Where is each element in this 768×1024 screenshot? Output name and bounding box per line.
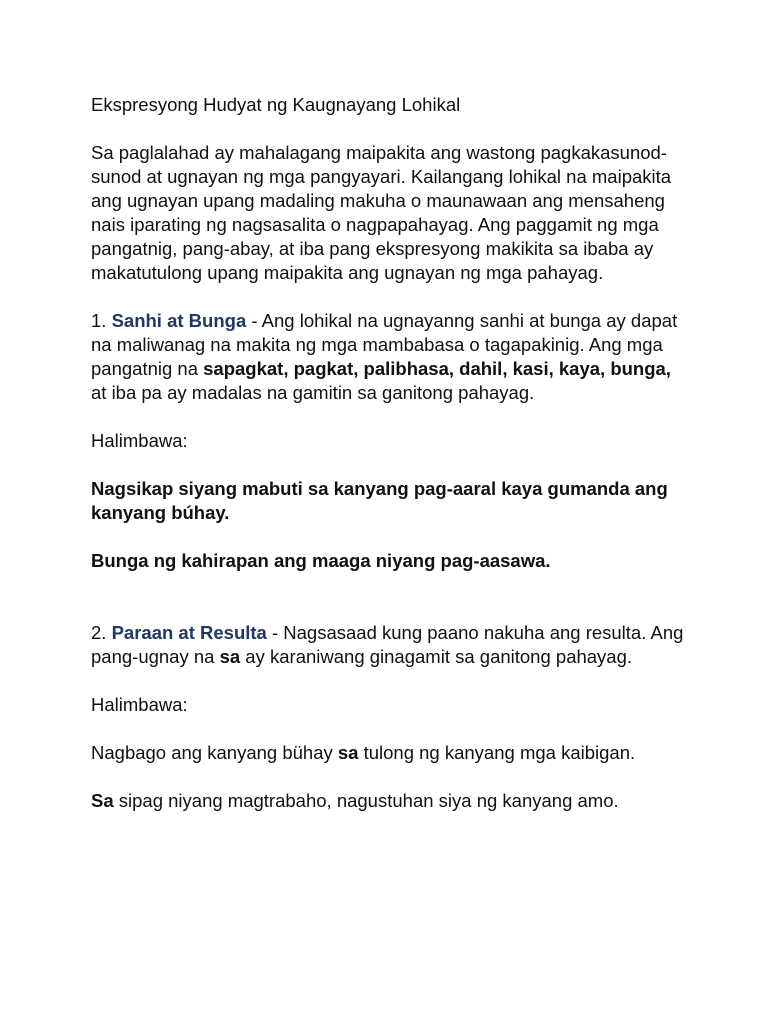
intro-paragraph: Sa paglalahad ay mahalagang maipakita ang wastong pagkakasunod-sunod at ugnayan ng mga pangyayari. Kailangang lohikal na maipakita ang ugnayan upang madaling makuha o maunawaan ang mensaheng nais iparating ng nagsasalita o nagpapahayag. Ang paggamit ng mga pangatnig, pang-abay, at iba pang ekspresyong makikita sa ibaba ay makatutulong upang maipakita ang ugnayan ng mga pahayag.	[91, 142, 672, 283]
section-1-example-label: Halimbawa:	[91, 430, 188, 451]
section-1-example-1	[91, 477, 691, 525]
section-2-example-1-bold: sa	[337, 742, 359, 763]
section-1-text-after: at iba pa ay madalas na gamitin sa ganitong pahayag.	[91, 382, 535, 403]
section-1-example-2	[91, 549, 691, 573]
section-1-bold-words: sapagkat, pagkat, palibhasa, dahil, kasi, kaya, bunga,	[203, 358, 671, 379]
section-1-number: 1.	[91, 310, 112, 331]
section-2-example-1-before: Nagbago ang kanyang bühay	[91, 742, 338, 763]
section-2-heading: Paraan at Resulta	[111, 622, 267, 643]
document-title: Ekspresyong Hudyat ng Kaugnayang Lohikal	[91, 94, 461, 115]
section-2-example-label: Halimbawa:	[91, 694, 188, 715]
section-2-text-after: ay karaniwang ginagamit sa ganitong pahayag.	[240, 646, 633, 667]
section-2-text-before: - Nagsasaad kung paano nakuha ang resulta. Ang pang-ugnay na	[91, 622, 684, 667]
section-2-example-1-after: tulong ng kanyang mga kaibigan.	[358, 742, 636, 763]
section-2-bold-word: sa	[219, 646, 241, 667]
section-2-example-2-after: sipag niyang magtrabaho, nagustuhan siya ng kanyang amo.	[113, 790, 619, 811]
section-1-heading: Sanhi at Bunga	[111, 310, 247, 331]
section-2-example-1	[91, 741, 691, 765]
section-1-paragraph	[91, 309, 691, 405]
section-2-example-2	[91, 789, 691, 813]
section-1-example-1-text: Nagsikap siyang mabuti sa kanyang pag-aaral kaya gumanda ang kanyang búhay.	[91, 478, 668, 523]
document-page	[91, 93, 691, 837]
section-1-example-2-text: Bunga ng kahirapan ang maaga niyang pag-aasawa.	[91, 550, 551, 571]
section-1-text-before: - Ang lohikal na ugnayanng sanhi at bunga ay dapat na maliwanag na makita ng mga mambabasa o tagapakinig. Ang mga pangatnig na	[91, 310, 678, 379]
section-2-number: 2.	[91, 622, 112, 643]
section-2-example-2-bold: Sa	[91, 790, 114, 811]
section-2-paragraph	[91, 621, 691, 669]
